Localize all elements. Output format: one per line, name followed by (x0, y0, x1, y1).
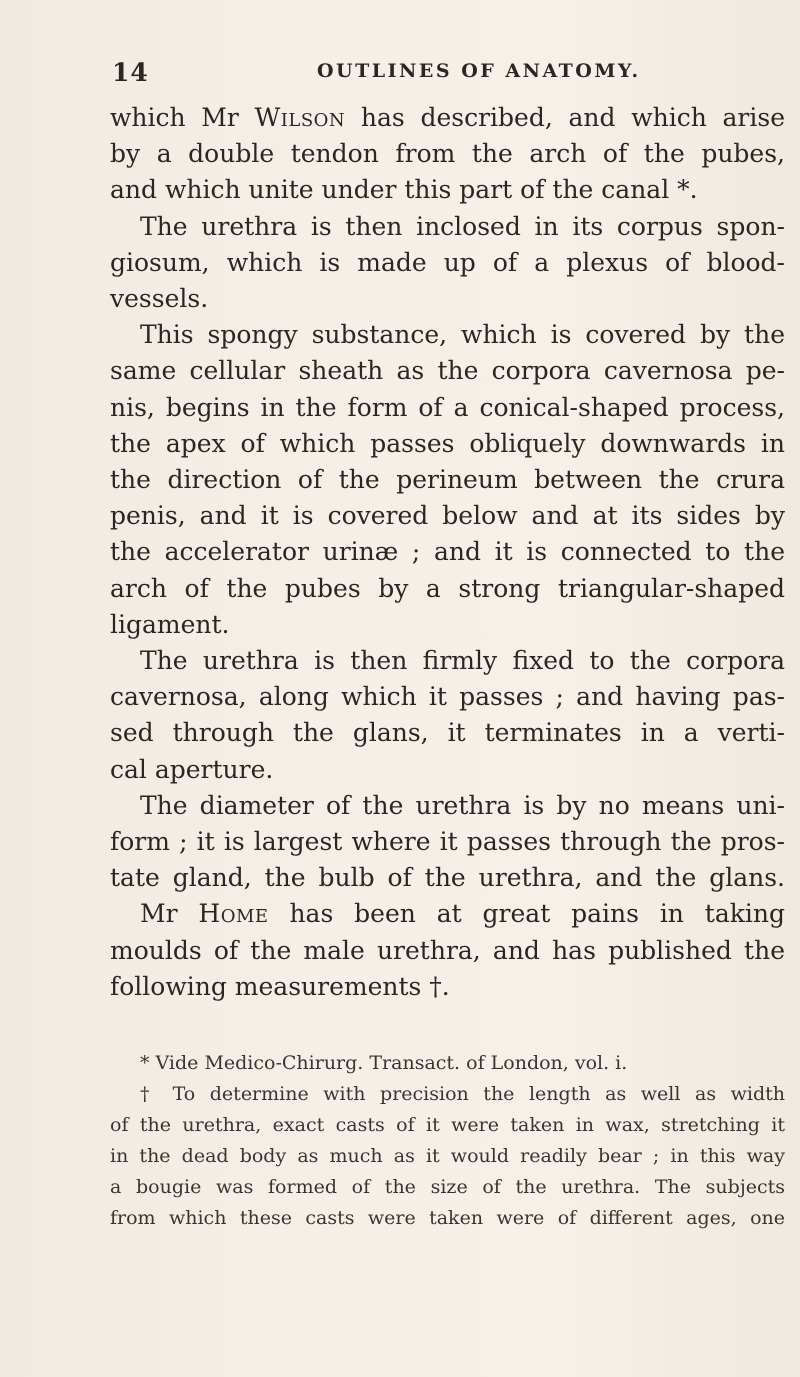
text-line: which Mr Wilson has described, and which arise (110, 103, 785, 132)
footnotes (110, 1048, 785, 1234)
text-line: nis, begins in the form of a conical-shaped process, (110, 392, 785, 422)
page-number: 14 (112, 58, 149, 87)
text-line: giosum, which is made up of a plexus of blood- (110, 247, 785, 277)
text-line: Mr Home has been at great pains in taking (140, 899, 785, 929)
text-line: the accelerator urinæ ; and it is connected to the (110, 537, 785, 567)
text-line: cal aperture. (110, 754, 274, 784)
text-line: form ; it is largest where it passes through the pros- (110, 827, 785, 857)
text-line: same cellular sheath as the corpora cavernosa pe- (110, 356, 785, 386)
running-title: OUTLINES OF ANATOMY. (317, 60, 641, 82)
footnote-line: a bougie was formed of the size of the urethra. The subjects (110, 1176, 785, 1198)
main-text (110, 100, 785, 1005)
text-line: following measurements †. (110, 971, 450, 1001)
footnote-line: † To determine with precision the length as well as width (140, 1083, 785, 1105)
text-line: the direction of the perineum between the crura (110, 465, 785, 495)
text-line: vessels. (110, 284, 209, 314)
text-line: tate gland, the bulb of the urethra, and the glans. (110, 863, 785, 893)
text-line: sed through the glans, it terminates in a verti- (110, 718, 785, 748)
footnote-line: from which these casts were taken were of different ages, one (110, 1207, 785, 1229)
footnote-line: of the urethra, exact casts of it were taken in wax, stretching it (110, 1114, 785, 1136)
text-line: ligament. (110, 609, 230, 639)
text-line: cavernosa, along which it passes ; and having pas- (110, 682, 785, 712)
author-name: Wilson (254, 103, 346, 132)
page-header (112, 58, 712, 90)
footnote-line: in the dead body as much as it would readily bear ; in this way (110, 1145, 785, 1167)
text-line: penis, and it is covered below and at its sides by (110, 501, 785, 531)
footnote-line: * Vide Medico-Chirurg. Transact. of London, vol. i. (140, 1052, 628, 1074)
author-name: Home (198, 899, 269, 929)
text-line: moulds of the male urethra, and has published the (110, 935, 785, 965)
text-line: This spongy substance, which is covered by the (140, 320, 785, 350)
text-line: the apex of which passes obliquely downwards in (110, 428, 785, 458)
text-line: and which unite under this part of the canal *. (110, 175, 698, 205)
text-line: arch of the pubes by a strong triangular-shaped (110, 573, 785, 603)
text-line: The urethra is then inclosed in its corpus spon- (140, 211, 785, 241)
text-line: by a double tendon from the arch of the pubes, (110, 139, 785, 169)
text-line: The diameter of the urethra is by no means uni- (140, 790, 785, 820)
text-line: The urethra is then firmly fixed to the corpora (140, 646, 785, 676)
